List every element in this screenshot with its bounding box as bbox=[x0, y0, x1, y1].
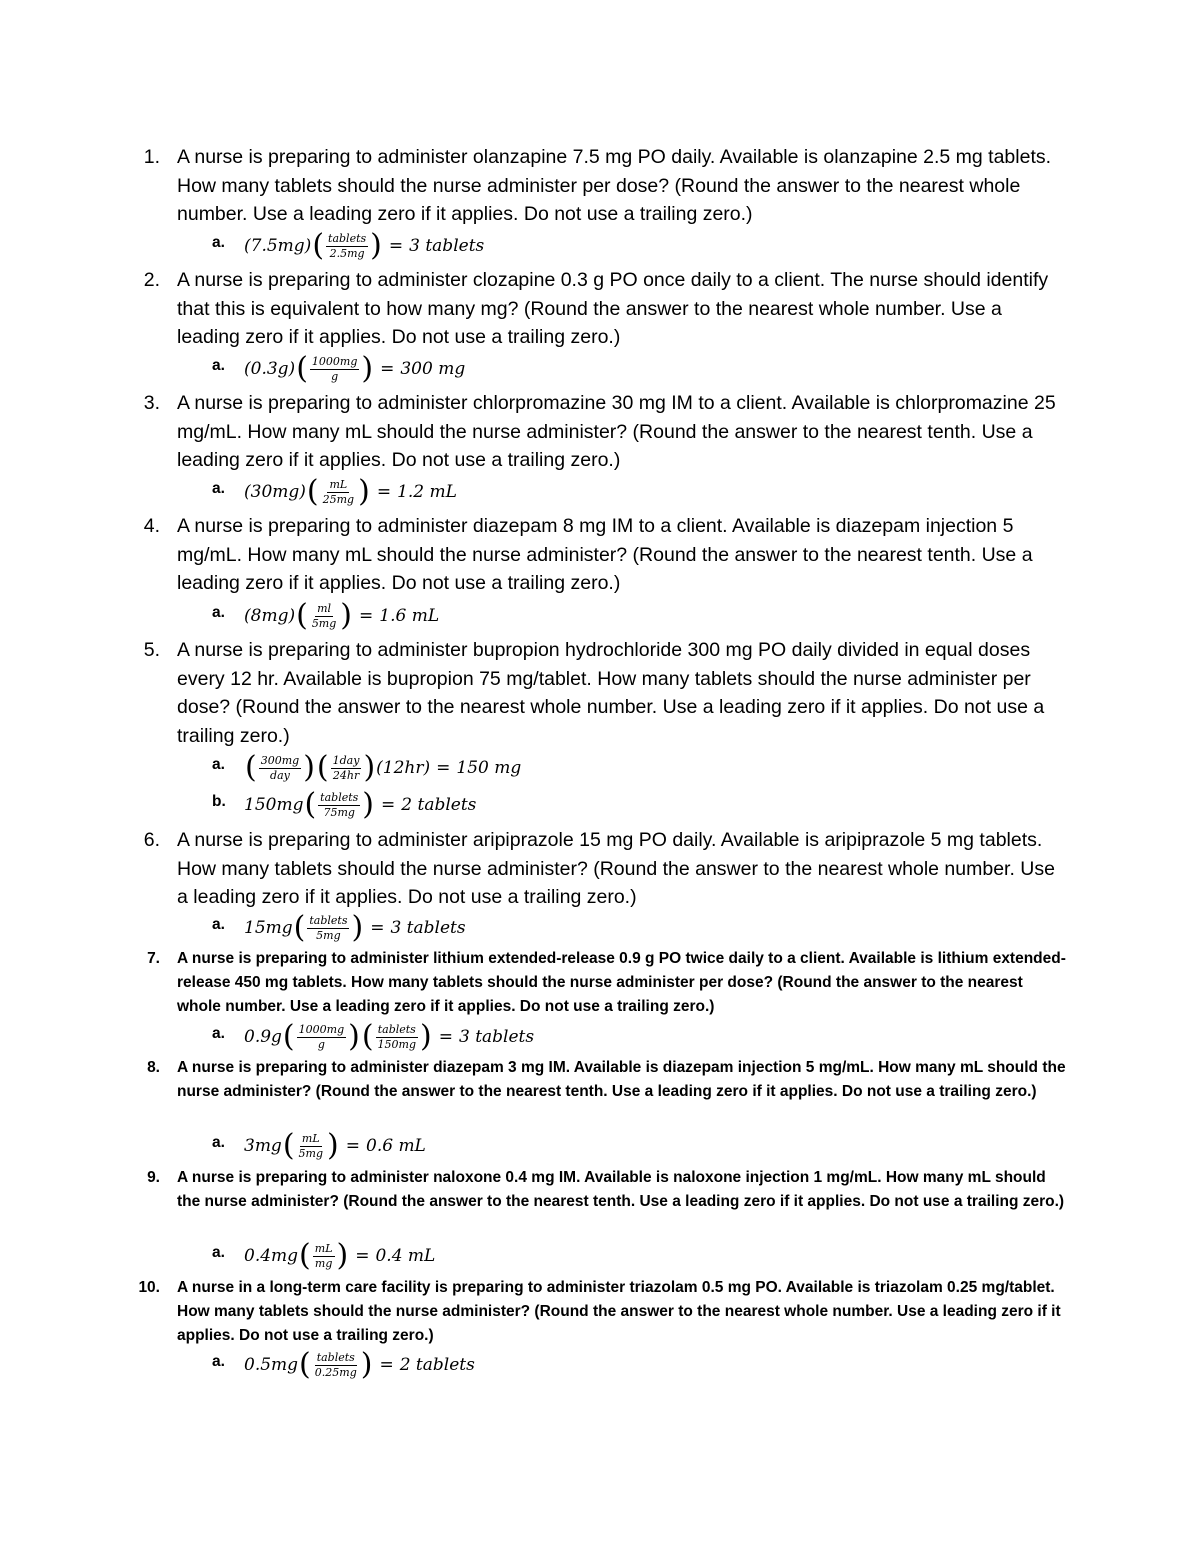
answer-letter: a. bbox=[212, 756, 225, 773]
calculation-expression bbox=[244, 598, 439, 634]
fraction-denominator: 25mg bbox=[322, 492, 355, 506]
calc-result: 3 tablets bbox=[458, 1027, 535, 1047]
calc-given-quantity: 150mg bbox=[244, 795, 304, 815]
question-number: 10. bbox=[138, 1279, 160, 1296]
answer-7a bbox=[0, 1019, 1200, 1055]
calculation-expression bbox=[244, 787, 476, 823]
conversion-fraction bbox=[313, 1243, 335, 1270]
open-paren: ( bbox=[282, 1128, 295, 1163]
open-paren: ( bbox=[296, 351, 308, 386]
question-text: A nurse is preparing to administer olanzapine 7.5 mg PO daily. Available is olanzapine 2.5 mg tablets. How many tablets should the nurse administer per dose? (Round the answer to the nearest whole number. Use a leading zero if it applies. Do not use a trailing zero.) bbox=[177, 146, 1052, 225]
fraction-numerator: mL bbox=[329, 477, 348, 491]
fraction-numerator: 1day bbox=[332, 753, 360, 767]
fraction-numerator: tablets bbox=[316, 1350, 355, 1364]
answer-10a bbox=[0, 1347, 1200, 1383]
calculation-expression bbox=[244, 910, 466, 946]
answer-4a bbox=[0, 598, 1200, 634]
answer-8a bbox=[0, 1128, 1200, 1164]
open-paren: ( bbox=[299, 1238, 311, 1273]
answer-letter: a. bbox=[212, 234, 225, 251]
conversion-fraction bbox=[376, 1024, 418, 1051]
fraction-denominator: 5mg bbox=[298, 1146, 324, 1160]
close-paren: ) bbox=[361, 351, 374, 386]
answer-letter: a. bbox=[212, 357, 225, 374]
answer-9a bbox=[0, 1238, 1200, 1274]
question-text: A nurse is preparing to administer chlorpromazine 30 mg IM to a client. Available is chlorpromazine 25 mg/mL. How many mL should the nurse administer? (Round the answer to the nearest tenth. Use a leading zero if it applies. Do not use a trailing zero.) bbox=[177, 392, 1056, 471]
calculation-expression bbox=[244, 1238, 435, 1274]
answer-6a bbox=[0, 910, 1200, 946]
answer-letter: a. bbox=[212, 480, 225, 497]
equals-sign: = bbox=[370, 918, 385, 938]
calc-given-quantity: 0.4mg bbox=[244, 1246, 299, 1266]
equals-sign: = bbox=[436, 758, 451, 778]
calc-given-quantity: 15mg bbox=[244, 918, 293, 938]
conversion-fraction bbox=[259, 755, 301, 782]
question-number: 4. bbox=[143, 515, 160, 537]
question-text: A nurse is preparing to administer clozapine 0.3 g PO once daily to a client. The nurse should identify that this is equivalent to how many mg? (Round the answer to the nearest whole number. Use a leading zero if it applies. Do not use a trailing zero.) bbox=[177, 269, 1049, 348]
conversion-fraction bbox=[318, 792, 360, 819]
calculation-expression bbox=[244, 1128, 426, 1164]
question-text: A nurse is preparing to administer naloxone 0.4 mg IM. Available is naloxone injection 1 mg/mL. How many mL should the nurse administer? (Round the answer to the nearest tenth. Use a leading zero if it applies. Do not use a trailing zero.) bbox=[177, 1169, 1065, 1210]
question-number: 8. bbox=[147, 1059, 160, 1076]
open-paren: ( bbox=[312, 228, 325, 263]
fraction-denominator: 5mg bbox=[316, 928, 341, 942]
answer-letter: a. bbox=[212, 916, 225, 933]
calc-given-quantity: (7.5mg) bbox=[244, 236, 312, 256]
question-number: 2. bbox=[143, 269, 160, 291]
calc-result: 1.6 mL bbox=[379, 606, 440, 626]
fraction-denominator: g bbox=[317, 1037, 325, 1051]
conversion-fraction bbox=[326, 233, 368, 260]
calc-result: 0.6 mL bbox=[366, 1136, 426, 1156]
close-paren: ) bbox=[362, 787, 375, 822]
close-paren: ) bbox=[420, 1019, 432, 1054]
question-number: 5. bbox=[143, 639, 160, 661]
fraction-denominator: g bbox=[331, 369, 339, 383]
answer-3a bbox=[0, 474, 1200, 510]
open-paren: ( bbox=[361, 1019, 374, 1054]
answer-letter: a. bbox=[212, 1353, 225, 1370]
question-number: 7. bbox=[147, 950, 160, 967]
open-paren: ( bbox=[245, 750, 257, 785]
fraction-numerator: mL bbox=[314, 1241, 333, 1255]
conversion-fraction bbox=[331, 755, 362, 782]
calculation-expression bbox=[244, 1347, 475, 1383]
calculation-expression bbox=[244, 351, 465, 387]
close-paren: ) bbox=[360, 1347, 373, 1382]
question-number: 1. bbox=[143, 146, 160, 168]
conversion-fraction bbox=[307, 915, 349, 942]
fraction-denominator: day bbox=[270, 768, 290, 782]
calc-result: 1.2 mL bbox=[397, 482, 457, 502]
open-paren: ( bbox=[304, 787, 317, 822]
calc-result: 3 tablets bbox=[409, 236, 485, 256]
close-paren: ) bbox=[340, 598, 353, 633]
question-text: A nurse in a long-term care facility is preparing to administer triazolam 0.5 mg PO. Available is triazolam 0.25 mg/tablet. How many tablets should the nurse administer? (Round the answer to the nearest whole number. Use a leading zero if it applies. Do not use a trailing zero.) bbox=[177, 1279, 1061, 1344]
close-paren: ) bbox=[351, 910, 364, 945]
fraction-numerator: tablets bbox=[377, 1022, 416, 1036]
open-paren: ( bbox=[282, 1019, 295, 1054]
equals-sign: = bbox=[380, 359, 395, 379]
close-paren: ) bbox=[363, 750, 376, 785]
calculation-expression bbox=[244, 750, 521, 786]
calc-result: 2 tablets bbox=[399, 1355, 475, 1375]
calc-result: 3 tablets bbox=[390, 918, 466, 938]
calculation-expression bbox=[244, 1019, 534, 1055]
answer-letter: a. bbox=[212, 1244, 225, 1261]
fraction-denominator: 75mg bbox=[323, 805, 355, 819]
fraction-numerator: mL bbox=[301, 1131, 320, 1145]
fraction-denominator: 24hr bbox=[332, 768, 360, 782]
calc-given-quantity: (0.3g) bbox=[244, 359, 296, 379]
conversion-fraction bbox=[297, 1133, 325, 1160]
fraction-denominator: mg bbox=[314, 1256, 333, 1270]
fraction-numerator: tablets bbox=[328, 231, 367, 245]
equals-sign: = bbox=[379, 1355, 394, 1375]
fraction-numerator: tablets bbox=[309, 913, 348, 927]
fraction-denominator: 150mg bbox=[377, 1037, 417, 1051]
answer-letter: a. bbox=[212, 1134, 225, 1151]
calc-result: 300 mg bbox=[400, 359, 466, 379]
close-paren: ) bbox=[303, 750, 315, 785]
question-number: 3. bbox=[143, 392, 160, 414]
equals-sign: = bbox=[345, 1136, 360, 1156]
close-paren: ) bbox=[358, 474, 370, 509]
fraction-numerator: 1000mg bbox=[311, 354, 358, 368]
calc-given-quantity: 3mg bbox=[244, 1136, 282, 1156]
question-number: 6. bbox=[143, 829, 160, 851]
question-text: A nurse is preparing to administer aripiprazole 15 mg PO daily. Available is aripiprazole 5 mg tablets. How many tablets should the nurse administer? (Round the answer to the nearest whole number. Use a leading zero if it applies. Do not use a trailing zero.) bbox=[177, 829, 1055, 908]
answer-letter: a. bbox=[212, 1025, 225, 1042]
answer-2a bbox=[0, 351, 1200, 387]
equals-sign: = bbox=[388, 236, 404, 256]
conversion-fraction bbox=[310, 356, 359, 383]
answer-letter: b. bbox=[212, 793, 226, 810]
fraction-denominator: 2.5mg bbox=[329, 246, 365, 260]
fraction-numerator: 1000mg bbox=[298, 1022, 345, 1036]
question-text: A nurse is preparing to administer bupropion hydrochloride 300 mg PO daily divided in equal doses every 12 hr. Available is bupropion 75 mg/tablet. How many tablets should the nurse administer per dose? (Round the answer to the nearest whole number. Use a leading zero if it applies. Do not use a trailing zero.) bbox=[177, 639, 1045, 747]
calc-result: 0.4 mL bbox=[375, 1246, 436, 1266]
close-paren: ) bbox=[327, 1128, 339, 1163]
calc-given-quantity: 0.9g bbox=[244, 1027, 282, 1047]
conversion-fraction bbox=[313, 1352, 359, 1379]
calculation-expression bbox=[244, 474, 457, 510]
question-number: 9. bbox=[147, 1169, 160, 1186]
close-paren: ) bbox=[348, 1019, 360, 1054]
equals-sign: = bbox=[355, 1246, 370, 1266]
conversion-fraction bbox=[297, 1024, 346, 1051]
calc-given-quantity: (30mg) bbox=[244, 482, 306, 502]
answer-1a bbox=[0, 228, 1200, 264]
answer-letter: a. bbox=[212, 604, 225, 621]
answer-5a bbox=[0, 750, 1200, 786]
fraction-numerator: tablets bbox=[320, 790, 359, 804]
question-text: A nurse is preparing to administer diazepam 3 mg IM. Available is diazepam injection 5 mg/mL. How many mL should the nurse administer? (Round the answer to the nearest tenth. Use a leading zero if it applies. Do not use a trailing zero.) bbox=[177, 1059, 1066, 1100]
calculation-expression bbox=[244, 228, 484, 264]
calc-result: 150 mg bbox=[456, 758, 522, 778]
calc-given-quantity: 0.5mg bbox=[244, 1355, 299, 1375]
calc-result: 2 tablets bbox=[401, 795, 477, 815]
fraction-denominator: 0.25mg bbox=[314, 1365, 357, 1379]
close-paren: ) bbox=[336, 1238, 349, 1273]
equals-sign: = bbox=[381, 795, 396, 815]
open-paren: ( bbox=[316, 750, 329, 785]
calc-given-quantity: (8mg) bbox=[244, 606, 296, 626]
answer-5b bbox=[0, 787, 1200, 823]
fraction-numerator: ml bbox=[317, 601, 332, 615]
open-paren: ( bbox=[299, 1347, 311, 1382]
fraction-denominator: 5mg bbox=[311, 616, 337, 630]
open-paren: ( bbox=[293, 910, 306, 945]
question-text: A nurse is preparing to administer lithium extended-release 0.9 g PO twice daily to a client. Available is lithium extended-release 450 mg tablets. How many tablets should the nurse administer per dose? (Round the answer to the nearest whole number. Use a leading zero if it applies. Do not use a trailing zero.) bbox=[177, 950, 1066, 1015]
conversion-fraction bbox=[321, 479, 356, 506]
equals-sign: = bbox=[376, 482, 392, 502]
close-paren: ) bbox=[370, 228, 382, 263]
equals-sign: = bbox=[438, 1027, 453, 1047]
fraction-numerator: 300mg bbox=[260, 753, 300, 767]
open-paren: ( bbox=[306, 474, 319, 509]
conversion-fraction bbox=[310, 603, 338, 630]
question-text: A nurse is preparing to administer diazepam 8 mg IM to a client. Available is diazepam injection 5 mg/mL. How many mL should the nurse administer? (Round the answer to the nearest tenth. Use a leading zero if it applies. Do not use a trailing zero.) bbox=[177, 515, 1033, 594]
calc-extra-factor: (12hr) bbox=[376, 758, 431, 778]
open-paren: ( bbox=[296, 598, 308, 633]
equals-sign: = bbox=[359, 606, 374, 626]
